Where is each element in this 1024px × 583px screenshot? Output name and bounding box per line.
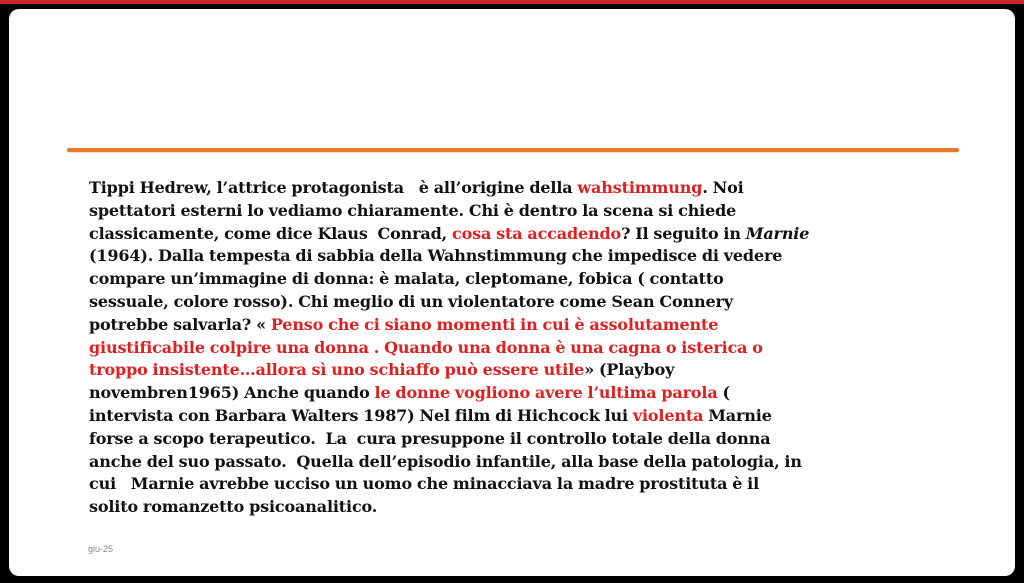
body-text-run: intervista con Barbara Walters 1987) Nel film di Hichcock lui	[89, 405, 633, 425]
body-text-run: forse a scopo terapeutico. La cura presuppone il controllo totale della donna	[89, 428, 771, 448]
body-line	[89, 451, 949, 474]
body-text-run: spettatori esterni lo vediamo chiaramente. Chi è dentro la scena si chiede	[89, 200, 737, 220]
body-text-run: Marnie	[703, 405, 772, 425]
highlighted-text: Penso che ci siano momenti in cui è assolutamente	[270, 314, 719, 334]
body-text-run: cui Marnie avrebbe ucciso un uomo che minacciava la madre prostituta è il	[89, 474, 760, 494]
body-text-run: potrebbe salvarla? «	[89, 314, 271, 334]
body-text-run: » (Playboy	[584, 360, 675, 380]
highlighted-text: troppo insistente…allora sì uno schiaffo può essere utile	[89, 360, 585, 380]
body-line	[89, 337, 949, 360]
orange-divider-rule	[67, 148, 959, 152]
body-text-run: (	[717, 383, 730, 403]
body-line	[89, 359, 949, 382]
highlighted-text: giustificabile colpire una donna . Quando una donna è una cagna o isterica o	[89, 337, 763, 357]
body-line	[89, 200, 949, 223]
body-line	[89, 405, 949, 428]
highlighted-text: wahstimmung	[577, 178, 703, 197]
highlighted-text: le donne vogliono avere l’ultima parola	[374, 383, 718, 403]
body-line	[89, 314, 949, 337]
highlighted-text: cosa sta accadendo	[452, 223, 622, 243]
slide-body-text	[89, 177, 949, 519]
body-text-run: (1964). Dalla tempesta di sabbia della Wahnstimmung che impedisce di vedere	[89, 246, 783, 266]
slide	[9, 9, 1015, 576]
body-line	[89, 223, 949, 246]
body-text-run: anche del suo passato. Quella dell’episodio infantile, alla base della patologia, in	[89, 451, 802, 471]
body-text-run: Tippi Hedrew, l’attrice protagonista è all’origine della	[89, 178, 578, 197]
body-line	[89, 177, 949, 200]
body-line	[89, 382, 949, 405]
body-line	[89, 291, 949, 314]
body-line	[89, 496, 949, 519]
body-text-run: ? Il seguito in	[621, 223, 746, 243]
body-text-run: novembren1965) Anche quando	[89, 383, 375, 403]
body-line	[89, 268, 949, 291]
italic-title-text: Marnie	[745, 223, 810, 243]
body-text-run: sessuale, colore rosso). Chi meglio di un violentatore come Sean Connery	[89, 291, 733, 311]
body-line	[89, 428, 949, 451]
body-line	[89, 473, 949, 496]
body-text-run: classicamente, come dice Klaus Conrad,	[89, 223, 452, 243]
footer-date: giu-25	[88, 544, 114, 554]
highlighted-text: violenta	[632, 405, 704, 425]
body-text-run: compare un’immagine di donna: è malata, cleptomane, fobica ( contatto	[89, 269, 724, 289]
body-text-run: solito romanzetto psicoanalitico.	[89, 497, 378, 517]
top-accent-bar	[0, 0, 1024, 4]
body-text-run: . Noi	[702, 178, 744, 197]
body-line	[89, 245, 949, 268]
